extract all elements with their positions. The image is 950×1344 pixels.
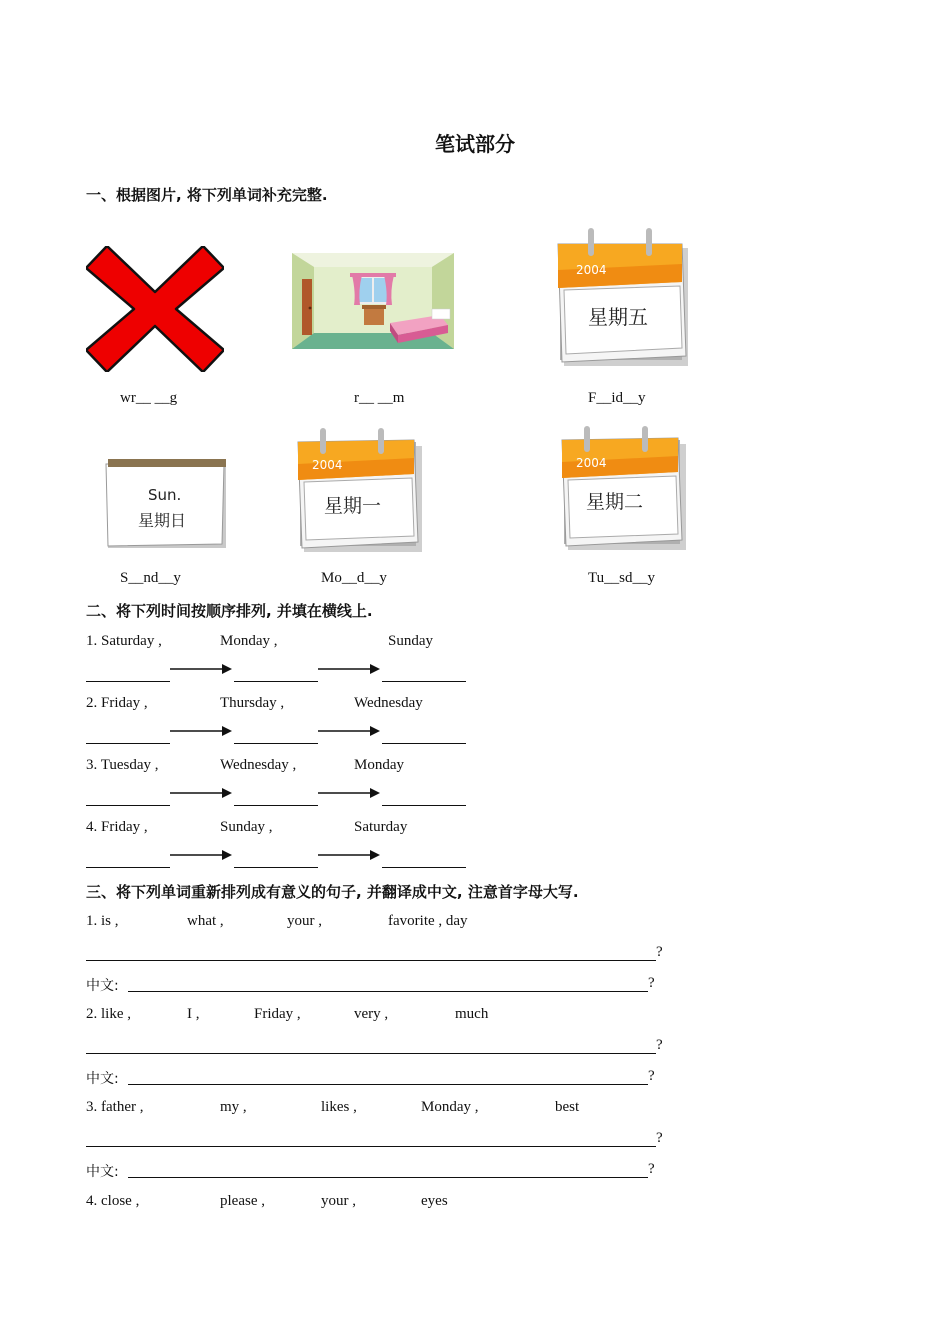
sentence-word: your , <box>321 1193 356 1209</box>
sentence-word: I , <box>187 1006 200 1022</box>
sentence-word: likes , <box>321 1099 357 1115</box>
chinese-label: 中文: <box>86 1071 119 1087</box>
order-item-word: 2. Friday , <box>86 695 148 711</box>
sentence-word: favorite , day <box>388 913 468 929</box>
sentence-word: your , <box>287 913 322 929</box>
sentence-word: my , <box>220 1099 247 1115</box>
order-item-word: Wednesday <box>354 695 423 711</box>
arrow-right-icon <box>170 663 232 675</box>
section2-heading: 二、将下列时间按顺序排列, 并填在横线上. <box>86 602 373 620</box>
sentence-word: Friday , <box>254 1006 301 1022</box>
section3-heading: 三、将下列单词重新排列成有意义的句子, 并翻译成中文, 注意首字母大写. <box>86 883 579 901</box>
order-item-word: Thursday , <box>220 695 285 711</box>
arrow-right-icon <box>318 787 380 799</box>
chinese-label: 中文: <box>86 978 119 994</box>
translation-line[interactable] <box>128 1177 648 1178</box>
answer-blank[interactable] <box>86 805 170 806</box>
sentence-word: Monday , <box>421 1099 479 1115</box>
answer-blank[interactable] <box>382 743 466 744</box>
sentence-word: 3. father , <box>86 1099 144 1115</box>
answer-blank[interactable] <box>234 867 318 868</box>
question-mark: ? <box>648 1161 655 1177</box>
sentence-word: 2. like , <box>86 1006 131 1022</box>
chinese-label: 中文: <box>86 1164 119 1180</box>
section1-heading: 一、根据图片, 将下列单词补充完整. <box>86 186 328 204</box>
sentence-word: much <box>455 1006 489 1022</box>
caption-monday: Mo__d__y <box>321 570 387 586</box>
calendar-sunday-zh: 星期日 <box>138 511 187 530</box>
question-mark: ? <box>656 944 663 960</box>
caption-room: r__ __m <box>354 390 405 406</box>
caption-friday: F__id__y <box>588 390 646 406</box>
calendar-tuesday-icon <box>558 424 690 552</box>
arrow-right-icon <box>318 663 380 675</box>
sentence-word: 1. is , <box>86 913 119 929</box>
question-mark: ? <box>648 975 655 991</box>
order-item-word: Wednesday , <box>220 757 297 773</box>
question-mark: ? <box>648 1068 655 1084</box>
order-item-word: Sunday , <box>220 819 273 835</box>
page-title: 笔试部分 <box>435 132 515 156</box>
arrow-right-icon <box>170 849 232 861</box>
answer-blank[interactable] <box>382 867 466 868</box>
sentence-word: 4. close , <box>86 1193 140 1209</box>
question-mark: ? <box>656 1130 663 1146</box>
calendar-day: 星期二 <box>586 491 644 513</box>
calendar-year: 2004 <box>576 456 607 470</box>
calendar-sunday-en: Sun. <box>148 486 182 504</box>
arrow-right-icon <box>170 787 232 799</box>
answer-blank[interactable] <box>234 681 318 682</box>
calendar-year: 2004 <box>312 458 343 472</box>
calendar-year: 2004 <box>576 263 607 277</box>
answer-blank[interactable] <box>86 681 170 682</box>
caption-tuesday: Tu__sd__y <box>588 570 655 586</box>
answer-blank[interactable] <box>86 867 170 868</box>
sentence-word: please , <box>220 1193 265 1209</box>
calendar-monday-icon <box>294 426 426 554</box>
answer-blank[interactable] <box>382 681 466 682</box>
wrong-x-icon <box>86 246 224 372</box>
order-item-word: Monday , <box>220 633 278 649</box>
sentence-answer-line[interactable] <box>86 1053 656 1054</box>
calendar-sunday-icon <box>104 456 228 550</box>
order-item-word: 4. Friday , <box>86 819 148 835</box>
order-item-word: 3. Tuesday , <box>86 757 159 773</box>
sentence-word: very , <box>354 1006 389 1022</box>
caption-wrong: wr__ __g <box>120 390 178 406</box>
order-item-word: 1. Saturday , <box>86 633 162 649</box>
order-item-word: Monday <box>354 757 404 773</box>
caption-sunday: S__nd__y <box>120 570 181 586</box>
answer-blank[interactable] <box>234 805 318 806</box>
sentence-answer-line[interactable] <box>86 1146 656 1147</box>
arrow-right-icon <box>318 849 380 861</box>
answer-blank[interactable] <box>382 805 466 806</box>
order-item-word: Sunday <box>388 633 433 649</box>
order-item-word: Saturday <box>354 819 408 835</box>
sentence-answer-line[interactable] <box>86 960 656 961</box>
arrow-right-icon <box>318 725 380 737</box>
room-picture <box>292 253 454 349</box>
calendar-friday-icon <box>554 226 694 368</box>
calendar-day: 星期一 <box>324 495 382 517</box>
translation-line[interactable] <box>128 1084 648 1085</box>
arrow-right-icon <box>170 725 232 737</box>
answer-blank[interactable] <box>86 743 170 744</box>
sentence-word: best <box>555 1099 580 1115</box>
answer-blank[interactable] <box>234 743 318 744</box>
sentence-word: eyes <box>421 1193 448 1209</box>
translation-line[interactable] <box>128 991 648 992</box>
calendar-day: 星期五 <box>588 305 648 329</box>
question-mark: ? <box>656 1037 663 1053</box>
sentence-word: what , <box>187 913 224 929</box>
